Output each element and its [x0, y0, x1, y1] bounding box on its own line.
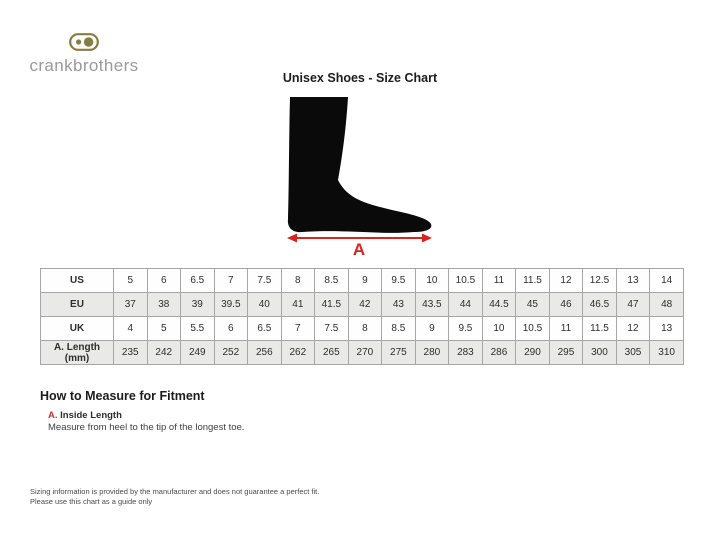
- table-cell: 235: [114, 341, 148, 365]
- table-row: [41, 293, 684, 317]
- footer-disclaimer-line1: Sizing information is provided by the manufacturer and does not guarantee a perfect fit.: [30, 487, 320, 496]
- row-label: EU: [41, 293, 114, 317]
- table-cell: 10: [482, 317, 516, 341]
- crankbrothers-pedal-icon: [69, 33, 99, 51]
- measure-arrow-left-head: [287, 234, 297, 243]
- table-cell: 46.5: [583, 293, 617, 317]
- table-cell: 47: [616, 293, 650, 317]
- page-title: Unisex Shoes - Size Chart: [282, 71, 438, 85]
- table-cell: 283: [449, 341, 483, 365]
- table-cell: 44.5: [482, 293, 516, 317]
- table-cell: 13: [650, 317, 684, 341]
- table-cell: 11: [482, 269, 516, 293]
- table-cell: 45: [516, 293, 550, 317]
- table-cell: 43: [382, 293, 416, 317]
- foot-measurement-diagram: [260, 88, 480, 258]
- table-cell: 7.5: [315, 317, 349, 341]
- table-cell: 10: [415, 269, 449, 293]
- table-cell: 6: [147, 269, 181, 293]
- footer-disclaimer: [30, 487, 319, 507]
- table-cell: 310: [650, 341, 684, 365]
- table-cell: 9: [348, 269, 382, 293]
- table-cell: 6.5: [248, 317, 282, 341]
- table-cell: 9.5: [449, 317, 483, 341]
- table-cell: 295: [549, 341, 583, 365]
- table-cell: 300: [583, 341, 617, 365]
- table-cell: 305: [616, 341, 650, 365]
- table-cell: 12: [616, 317, 650, 341]
- table-cell: 9: [415, 317, 449, 341]
- table-cell: 242: [147, 341, 181, 365]
- table-cell: 280: [415, 341, 449, 365]
- table-cell: 43.5: [415, 293, 449, 317]
- table-cell: 5.5: [181, 317, 215, 341]
- table-cell: 265: [315, 341, 349, 365]
- table-cell: 41: [281, 293, 315, 317]
- table-cell: 9.5: [382, 269, 416, 293]
- table-cell: 10.5: [516, 317, 550, 341]
- table-cell: 4: [114, 317, 148, 341]
- table-cell: 6: [214, 317, 248, 341]
- row-label: UK: [41, 317, 114, 341]
- table-cell: 5: [147, 317, 181, 341]
- table-cell: 286: [482, 341, 516, 365]
- table-cell: 270: [348, 341, 382, 365]
- table-cell: 37: [114, 293, 148, 317]
- table-cell: 10.5: [449, 269, 483, 293]
- table-cell: 249: [181, 341, 215, 365]
- measure-label-a: A: [352, 240, 366, 258]
- table-cell: 290: [516, 341, 550, 365]
- table-cell: 8.5: [315, 269, 349, 293]
- table-cell: 262: [281, 341, 315, 365]
- table-row: [41, 341, 684, 365]
- table-cell: 12.5: [583, 269, 617, 293]
- measure-item-letter: A.: [48, 410, 58, 421]
- table-cell: 8: [348, 317, 382, 341]
- size-chart-table-body: [41, 269, 684, 365]
- table-cell: 11: [549, 317, 583, 341]
- measure-item: [48, 410, 122, 421]
- table-cell: 46: [549, 293, 583, 317]
- table-cell: 252: [214, 341, 248, 365]
- measure-item-title: Inside Length: [57, 410, 122, 421]
- table-cell: 5: [114, 269, 148, 293]
- brand-name: crankbrothers: [29, 56, 139, 75]
- table-cell: 41.5: [315, 293, 349, 317]
- table-cell: 6.5: [181, 269, 215, 293]
- row-label: US: [41, 269, 114, 293]
- table-cell: 40: [248, 293, 282, 317]
- table-cell: 8.5: [382, 317, 416, 341]
- table-row: [41, 317, 684, 341]
- table-cell: 42: [348, 293, 382, 317]
- measure-arrow-right-head: [422, 234, 432, 243]
- table-cell: 48: [650, 293, 684, 317]
- table-row: [41, 269, 684, 293]
- measure-item-description: Measure from heel to the tip of the longest toe.: [48, 422, 245, 433]
- table-cell: 8: [281, 269, 315, 293]
- table-cell: 7.5: [248, 269, 282, 293]
- foot-silhouette: [288, 97, 431, 233]
- table-cell: 275: [382, 341, 416, 365]
- table-cell: 256: [248, 341, 282, 365]
- table-cell: 13: [616, 269, 650, 293]
- size-chart-table-container: [40, 268, 684, 365]
- table-cell: 11.5: [583, 317, 617, 341]
- table-cell: 7: [214, 269, 248, 293]
- table-cell: 39.5: [214, 293, 248, 317]
- footer-disclaimer-line2: Please use this chart as a guide only: [30, 497, 153, 507]
- table-cell: 14: [650, 269, 684, 293]
- row-label: A. Length (mm): [41, 341, 114, 365]
- brand-logo: [29, 33, 139, 76]
- table-cell: 12: [549, 269, 583, 293]
- size-chart-table: [40, 268, 684, 365]
- how-to-measure-heading: How to Measure for Fitment: [40, 389, 205, 403]
- table-cell: 7: [281, 317, 315, 341]
- table-cell: 44: [449, 293, 483, 317]
- table-cell: 39: [181, 293, 215, 317]
- table-cell: 11.5: [516, 269, 550, 293]
- table-cell: 38: [147, 293, 181, 317]
